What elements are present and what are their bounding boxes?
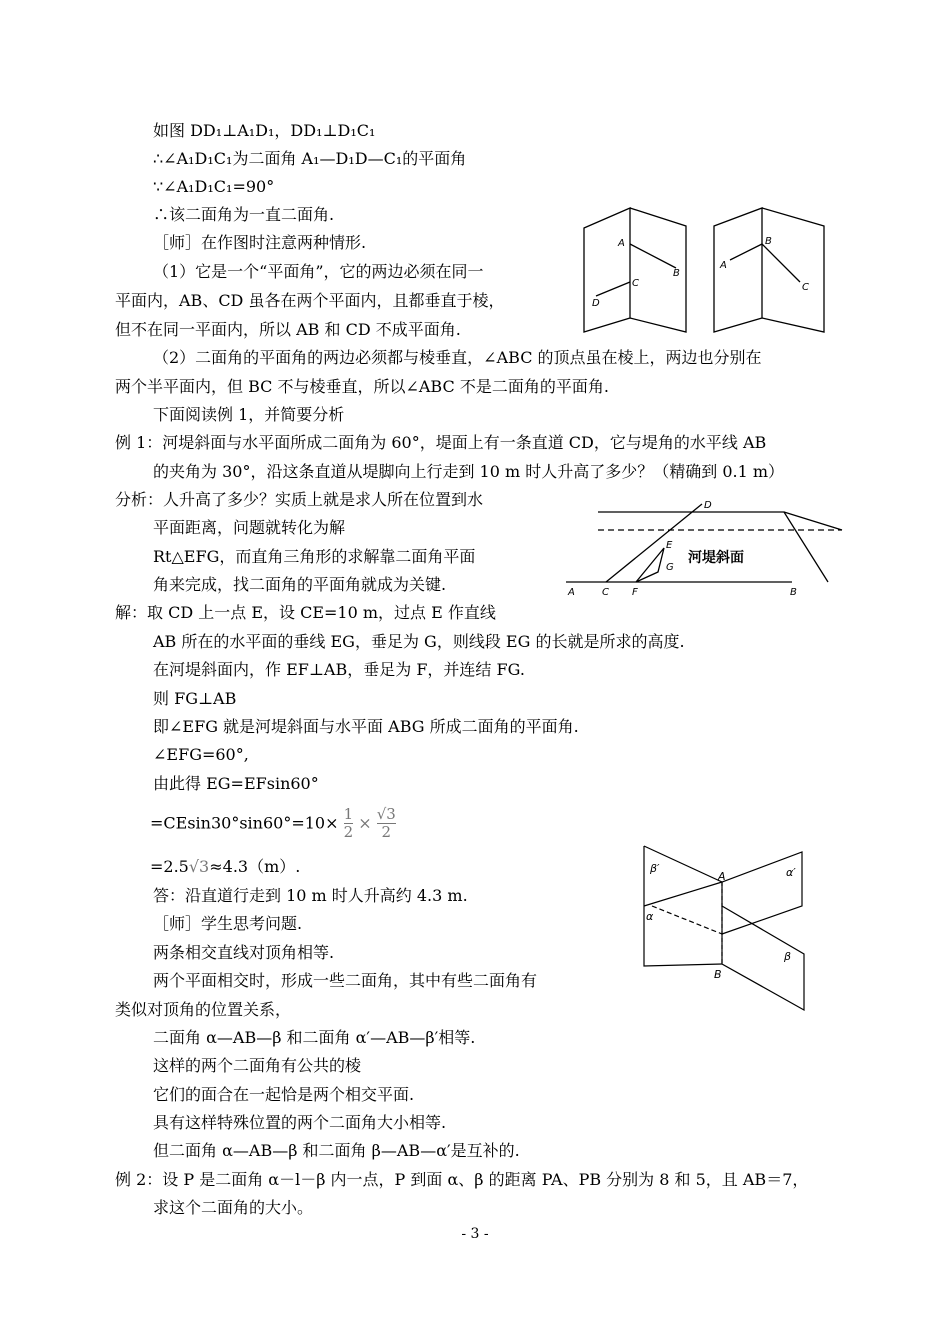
analysis-line-4: 角来完成，找二面角的平面角就成为关键. [153,575,447,594]
analysis-line-2: 平面距离，问题就转化为解 [153,518,346,537]
formula-value: =2.5 [150,857,189,876]
fraction-sqrt-numerator: √3 [376,805,396,823]
fig1-label-a2: A [720,260,727,271]
example-2-line-2: 求这个二面角的大小。 [153,1198,314,1217]
fig3-label-alpha-prime: α′ [786,866,796,879]
page-number: - 3 - [461,1226,489,1242]
solution-line-7: 由此得 EG=EFsin60° [153,774,319,793]
text-line-33: 这样的两个二面角有公共的棱 [153,1056,362,1075]
figure-dihedral-cases [578,204,834,336]
solution-line-1: 解：取 CD 上一点 E，设 CE=10 m，过点 E 作直线 [115,603,496,622]
times-sign: × [358,813,372,833]
solution-line-5: 即∠EFG 就是河堤斜面与水平面 ABG 所成二面角的平面角. [153,717,579,736]
answer-line: 答：沿直道行走到 10 m 时人升高约 4.3 m. [153,886,468,905]
text-line-3: ∵∠A₁D₁C₁=90° [153,177,275,196]
fraction-numerator: 1 [343,805,354,823]
text-line-1: 如图 DD₁⊥A₁D₁，DD₁⊥D₁C₁ [153,121,376,140]
fig3-label-beta: β [784,950,792,963]
fig1-label-a: A [618,238,625,249]
fig3-label-beta-prime: β′ [650,862,660,875]
text-line-10: 两个半平面内，但 BC 不与棱垂直，所以∠ABC 不是二面角的平面角. [115,377,609,396]
fraction-sqrt3-half [377,806,396,841]
fig1-label-b2: B [765,236,772,247]
fig3-label-a: A [718,870,726,883]
text-line-34: 它们的面合在一起恰是两个相交平面. [153,1085,415,1104]
solution-line-2: AB 所在的水平面的垂线 EG，垂足为 G，则线段 EG 的长就是所求的高度. [153,632,685,651]
fig2-label-e: E [666,540,673,551]
text-line-28: ［师］学生思考问题. [153,914,303,933]
text-line-7: 平面内，AB、CD 虽各在两个平面内，且都垂直于棱， [115,291,505,310]
text-line-30: 两个平面相交时，形成一些二面角，其中有些二面角有 [153,971,538,990]
text-line-8: 但不在同一平面内，所以 AB 和 CD 不成平面角. [115,320,461,339]
analysis-line-3: Rt△EFG，而直角三角形的求解靠二面角平面 [153,547,476,566]
text-line-6: （1）它是一个“平面角”，它的两边必须在同一 [153,262,484,281]
fraction-one-half [344,806,354,841]
formula-text: =CEsin30°sin60°=10× [150,813,339,833]
sqrt-3: √3 [188,857,210,876]
formula-line-1 [150,806,396,841]
solution-line-3: 在河堤斜面内，作 EF⊥AB，垂足为 F，并连结 FG. [153,660,525,679]
text-line-35: 具有这样特殊位置的两个二面角大小相等. [153,1113,447,1132]
fig2-label-d: D [704,500,712,511]
text-line-4: ∴该二面角为一直二面角. [153,205,335,224]
fig1-label-d: D [592,298,600,309]
fraction-sqrt-denominator: 2 [377,823,396,841]
fig1-label-b: B [673,268,680,279]
text-line-31: 类似对顶角的位置关系， [115,1000,292,1019]
formula-line-2 [150,857,300,877]
text-line-32: 二面角 α—AB—β 和二面角 α′—AB—β′相等. [153,1028,476,1047]
example-1-line-2: 的夹角为 30°，沿这条直道从堤脚向上行走到 10 m 时人升高了多少？（精确到 0.1 m） [153,462,785,481]
fig2-label-a: A [568,587,575,598]
text-line-5: ［师］在作图时注意两种情形. [153,233,367,252]
solution-line-6: ∠EFG=60°, [153,745,249,764]
text-line-9: （2）二面角的平面角的两边必须都与棱垂直，∠ABC 的顶点虽在棱上，两边也分别在 [153,348,762,367]
fig1-label-c: C [632,278,639,289]
fig2-label-f: F [632,587,638,598]
fig2-label-g: G [666,562,674,573]
formula-result: ≈4.3（m）. [209,857,301,876]
example-2-line-1: 例 2：设 P 是二面角 α－l－β 内一点，P 到面 α、β 的距离 PA、PB 分别为 8 和 5，且 AB＝7， [115,1170,809,1189]
text-line-11: 下面阅读例 1，并简要分析 [153,405,345,424]
figure-intersecting-planes [638,842,814,1014]
fig3-label-b: B [714,968,722,981]
figure-embankment [562,496,854,600]
fraction-denominator: 2 [343,823,354,841]
solution-line-4: 则 FG⊥AB [153,689,237,708]
text-line-2: ∴∠A₁D₁C₁为二面角 A₁—D₁D—C₁的平面角 [153,149,467,168]
text-line-29: 两条相交直线对顶角相等. [153,943,335,962]
example-1-line-1: 例 1：河堤斜面与水平面所成二面角为 60°，堤面上有一条直道 CD，它与堤角的水平线 AB [115,433,767,452]
analysis-line-1: 分析：人升高了多少？实质上就是求人所在位置到水 [115,490,484,509]
fig2-caption: 河堤斜面 [688,550,744,566]
fig2-label-b: B [790,587,797,598]
text-line-36: 但二面角 α—AB—β 和二面角 β—AB—α′是互补的. [153,1141,520,1160]
fig3-label-alpha: α [646,910,654,923]
fig1-label-c2: C [802,282,809,293]
fig2-label-c: C [602,587,609,598]
